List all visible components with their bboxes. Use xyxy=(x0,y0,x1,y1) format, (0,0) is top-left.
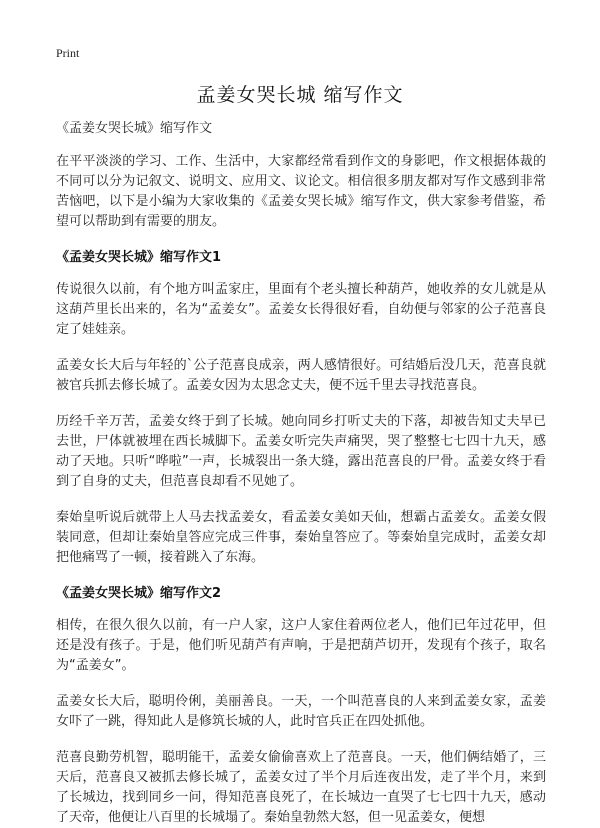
section-paragraph: 孟姜女长大后与年轻的`公子范喜良成亲，两人感情很好。可结婚后没几天，范喜良就被官兵抓去修长城了。孟姜女因为太思念丈夫，便不远千里去寻找范喜良。 xyxy=(56,358,546,393)
section-paragraph: 传说很久以前，有个地方叫孟家庄，里面有个老头擅长种葫芦，她收养的女儿就是从这葫芦里长出来的，名为“孟姜女”。孟姜女长得很好看，自幼便与邻家的公子范喜良定了娃娃亲。 xyxy=(56,282,546,337)
article-subtitle: 《孟姜女哭长城》缩写作文 xyxy=(56,121,213,136)
section-paragraph: 相传，在很久很久以前，有一户人家，这户人家住着两位老人，他们已年过花甲，但还是没有孩子。于是，他们听见葫芦有声响，于是把葫芦切开，发现有个孩子，取名为“孟姜女”。 xyxy=(56,618,546,673)
section-1 xyxy=(56,248,546,568)
intro-paragraph: 在平平淡淡的学习、工作、生活中，大家都经常看到作文的身影吧，作文根据体裁的不同可以分为记叙文、说明文、应用文、议论文。相信很多朋友都对写作文感到非常苦恼吧，以下是小编为大家收集的《孟姜女哭长城》缩写作文，供大家参考借鉴，希望可以帮助到有需要的朋友。 xyxy=(56,154,546,229)
section-paragraph: 秦始皇听说后就带上人马去找孟姜女，看孟姜女美如天仙，想霸占孟姜女。孟姜女假装同意，但却让秦始皇答应完成三件事，秦始皇答应了。等秦始皇完成时，孟姜女却把他痛骂了一顿，接着跳入了东海。 xyxy=(56,510,546,565)
article-body xyxy=(56,119,546,828)
section-heading: 《孟姜女哭长城》缩写作文1 xyxy=(56,250,222,265)
section-paragraph: 孟姜女长大后，聪明伶俐，美丽善良。一天，一个叫范喜良的人来到孟姜女家，孟姜女吓了一跳，得知此人是修筑长城的人，此时官兵正在四处抓他。 xyxy=(56,694,546,729)
page-title: 孟姜女哭长城 缩写作文 xyxy=(196,84,404,106)
print-label[interactable]: Print xyxy=(56,46,80,60)
section-2 xyxy=(56,584,546,828)
section-paragraph: 范喜良勤劳机智，聪明能干，孟姜女偷偷喜欢上了范喜良。一天，他们俩结婚了，三天后，范喜良又被抓去修长城了，孟姜女过了半个月后连夜出发，走了半个月，来到了长城边，找到同乡一问，得知范喜良死了，在长城边一直哭了七七四十九天，感动了天帝，他便让八百里的长城塌了。秦始皇勃然大怒，但一见孟姜女，便想 xyxy=(56,750,546,825)
section-heading: 《孟姜女哭长城》缩写作文2 xyxy=(56,586,222,601)
section-paragraph: 历经千辛万苦，孟姜女终于到了长城。她向同乡打听丈夫的下落，却被告知丈夫早已去世，尸体就被埋在西长城脚下。孟姜女听完失声痛哭，哭了整整七七四十九天，感动了天地。只听“哗啦”一声，长城裂出一条大缝，露出范喜良的尸骨。孟姜女终于看到了自身的丈夫，但范喜良却看不见她了。 xyxy=(56,414,546,489)
